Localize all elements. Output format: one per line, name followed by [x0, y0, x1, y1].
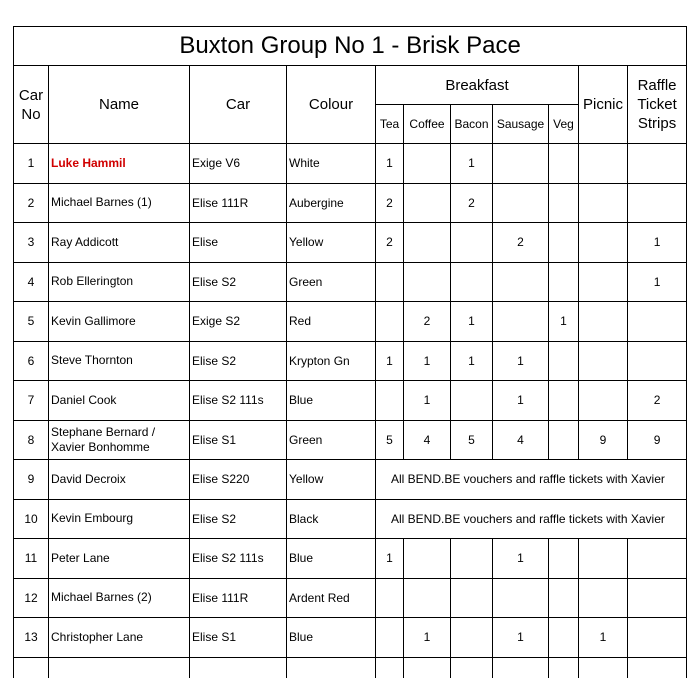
header-car: Car	[190, 66, 287, 144]
coffee-cell	[404, 183, 451, 223]
name-cell: Michael Barnes (2)	[49, 578, 190, 618]
car-no-cell: 9	[14, 460, 49, 500]
car-cell: Elise S1	[190, 420, 287, 460]
name-cell: Daniel Cook	[49, 381, 190, 421]
name-cell: Peter Lane	[49, 539, 190, 579]
picnic-cell	[579, 381, 628, 421]
bacon-cell: 1	[451, 341, 493, 381]
veg-cell	[549, 341, 579, 381]
raffle-cell: 9	[628, 420, 687, 460]
car-cell: Exige V6	[190, 144, 287, 184]
tea-cell	[376, 578, 404, 618]
bacon-cell: 1	[451, 144, 493, 184]
table-row	[14, 381, 687, 421]
car-cell: Elise	[190, 223, 287, 263]
raffle-cell	[628, 578, 687, 618]
veg-cell	[549, 183, 579, 223]
colour-cell: Krypton Gn	[287, 341, 376, 381]
table-body	[14, 144, 687, 678]
table-row	[14, 420, 687, 460]
table-row	[14, 657, 687, 678]
empty-cell	[579, 657, 628, 678]
empty-cell	[14, 657, 49, 678]
table-row	[14, 618, 687, 658]
colour-cell: Blue	[287, 618, 376, 658]
bacon-cell: 2	[451, 183, 493, 223]
note-cell: All BEND.BE vouchers and raffle tickets with Xavier	[376, 499, 687, 539]
tea-cell: 1	[376, 539, 404, 579]
picnic-cell	[579, 262, 628, 302]
car-cell: Elise S2	[190, 341, 287, 381]
header-picnic: Picnic	[579, 66, 628, 144]
sausage-cell: 1	[493, 341, 549, 381]
header-veg: Veg	[549, 105, 579, 144]
picnic-cell	[579, 539, 628, 579]
picnic-cell	[579, 183, 628, 223]
header-name: Name	[49, 66, 190, 144]
raffle-cell	[628, 539, 687, 579]
colour-cell: Blue	[287, 539, 376, 579]
veg-cell	[549, 420, 579, 460]
table-row	[14, 578, 687, 618]
veg-cell	[549, 618, 579, 658]
empty-cell	[190, 657, 287, 678]
name-cell: Kevin Gallimore	[49, 302, 190, 342]
colour-cell: Red	[287, 302, 376, 342]
coffee-cell	[404, 144, 451, 184]
car-no-cell: 7	[14, 381, 49, 421]
sausage-cell: 2	[493, 223, 549, 263]
picnic-cell	[579, 302, 628, 342]
car-cell: Elise S2	[190, 499, 287, 539]
coffee-cell: 2	[404, 302, 451, 342]
coffee-cell	[404, 262, 451, 302]
colour-cell: Green	[287, 262, 376, 302]
raffle-cell	[628, 341, 687, 381]
veg-cell	[549, 262, 579, 302]
coffee-cell	[404, 539, 451, 579]
name-cell: Stephane Bernard / Xavier Bonhomme	[49, 420, 190, 460]
veg-cell: 1	[549, 302, 579, 342]
spreadsheet	[13, 26, 686, 678]
veg-cell	[549, 381, 579, 421]
bacon-cell	[451, 539, 493, 579]
table-row	[14, 341, 687, 381]
car-cell: Elise S1	[190, 618, 287, 658]
coffee-cell: 1	[404, 618, 451, 658]
table-row	[14, 302, 687, 342]
sausage-cell: 1	[493, 618, 549, 658]
picnic-cell	[579, 144, 628, 184]
car-cell: Elise S2 111s	[190, 381, 287, 421]
page-title: Buxton Group No 1 - Brisk Pace	[14, 27, 687, 66]
raffle-cell: 2	[628, 381, 687, 421]
raffle-cell: 1	[628, 223, 687, 263]
tea-cell	[376, 262, 404, 302]
raffle-cell	[628, 302, 687, 342]
picnic-cell: 9	[579, 420, 628, 460]
sausage-cell	[493, 578, 549, 618]
car-cell: Exige S2	[190, 302, 287, 342]
raffle-cell	[628, 618, 687, 658]
colour-cell: Black	[287, 499, 376, 539]
header-bacon: Bacon	[451, 105, 493, 144]
note-cell: All BEND.BE vouchers and raffle tickets with Xavier	[376, 460, 687, 500]
sausage-cell: 1	[493, 381, 549, 421]
colour-cell: Green	[287, 420, 376, 460]
car-no-cell: 3	[14, 223, 49, 263]
coffee-cell: 1	[404, 341, 451, 381]
car-no-cell: 6	[14, 341, 49, 381]
car-no-cell: 8	[14, 420, 49, 460]
sausage-cell	[493, 144, 549, 184]
car-no-cell: 11	[14, 539, 49, 579]
raffle-cell	[628, 144, 687, 184]
tea-cell	[376, 618, 404, 658]
car-no-cell: 13	[14, 618, 49, 658]
colour-cell: White	[287, 144, 376, 184]
veg-cell	[549, 578, 579, 618]
car-cell: Elise 111R	[190, 578, 287, 618]
raffle-cell	[628, 183, 687, 223]
empty-cell	[404, 657, 451, 678]
colour-cell: Blue	[287, 381, 376, 421]
table-row	[14, 460, 687, 500]
name-cell: Steve Thornton	[49, 341, 190, 381]
veg-cell	[549, 539, 579, 579]
colour-cell: Yellow	[287, 223, 376, 263]
tea-cell: 1	[376, 144, 404, 184]
name-cell: David Decroix	[49, 460, 190, 500]
veg-cell	[549, 223, 579, 263]
header-breakfast: Breakfast	[376, 66, 579, 105]
tea-cell: 2	[376, 223, 404, 263]
header-raffle: Raffle Ticket Strips	[628, 66, 687, 144]
car-cell: Elise S220	[190, 460, 287, 500]
bacon-cell	[451, 578, 493, 618]
empty-cell	[49, 657, 190, 678]
coffee-cell	[404, 223, 451, 263]
picnic-cell	[579, 341, 628, 381]
sausage-cell: 1	[493, 539, 549, 579]
car-no-cell: 1	[14, 144, 49, 184]
car-no-cell: 2	[14, 183, 49, 223]
picnic-cell	[579, 223, 628, 263]
car-cell: Elise S2	[190, 262, 287, 302]
name-cell: Rob Ellerington	[49, 262, 190, 302]
name-cell: Ray Addicott	[49, 223, 190, 263]
bacon-cell: 5	[451, 420, 493, 460]
empty-cell	[287, 657, 376, 678]
sausage-cell	[493, 302, 549, 342]
table-row	[14, 499, 687, 539]
colour-cell: Aubergine	[287, 183, 376, 223]
table-row	[14, 262, 687, 302]
bacon-cell: 1	[451, 302, 493, 342]
header-coffee: Coffee	[404, 105, 451, 144]
bacon-cell	[451, 381, 493, 421]
group-table	[13, 26, 687, 678]
colour-cell: Yellow	[287, 460, 376, 500]
empty-cell	[451, 657, 493, 678]
sausage-cell	[493, 262, 549, 302]
coffee-cell: 1	[404, 381, 451, 421]
tea-cell: 1	[376, 341, 404, 381]
car-no-cell: 12	[14, 578, 49, 618]
tea-cell: 5	[376, 420, 404, 460]
tea-cell: 2	[376, 183, 404, 223]
header-tea: Tea	[376, 105, 404, 144]
name-cell: Michael Barnes (1)	[49, 183, 190, 223]
raffle-cell: 1	[628, 262, 687, 302]
empty-cell	[493, 657, 549, 678]
table-row	[14, 144, 687, 184]
car-cell: Elise S2 111s	[190, 539, 287, 579]
empty-cell	[376, 657, 404, 678]
sausage-cell: 4	[493, 420, 549, 460]
header-colour: Colour	[287, 66, 376, 144]
picnic-cell: 1	[579, 618, 628, 658]
coffee-cell	[404, 578, 451, 618]
coffee-cell: 4	[404, 420, 451, 460]
car-no-cell: 4	[14, 262, 49, 302]
table-row	[14, 223, 687, 263]
header-car-no: Car No	[14, 66, 49, 144]
bacon-cell	[451, 223, 493, 263]
header-sausage: Sausage	[493, 105, 549, 144]
car-no-cell: 5	[14, 302, 49, 342]
empty-cell	[628, 657, 687, 678]
bacon-cell	[451, 618, 493, 658]
sausage-cell	[493, 183, 549, 223]
tea-cell	[376, 381, 404, 421]
veg-cell	[549, 144, 579, 184]
bacon-cell	[451, 262, 493, 302]
empty-cell	[549, 657, 579, 678]
name-cell: Kevin Embourg	[49, 499, 190, 539]
tea-cell	[376, 302, 404, 342]
car-no-cell: 10	[14, 499, 49, 539]
colour-cell: Ardent Red	[287, 578, 376, 618]
table-row	[14, 539, 687, 579]
name-cell: Luke Hammil	[49, 144, 190, 184]
table-row	[14, 183, 687, 223]
car-cell: Elise 111R	[190, 183, 287, 223]
name-cell: Christopher Lane	[49, 618, 190, 658]
picnic-cell	[579, 578, 628, 618]
